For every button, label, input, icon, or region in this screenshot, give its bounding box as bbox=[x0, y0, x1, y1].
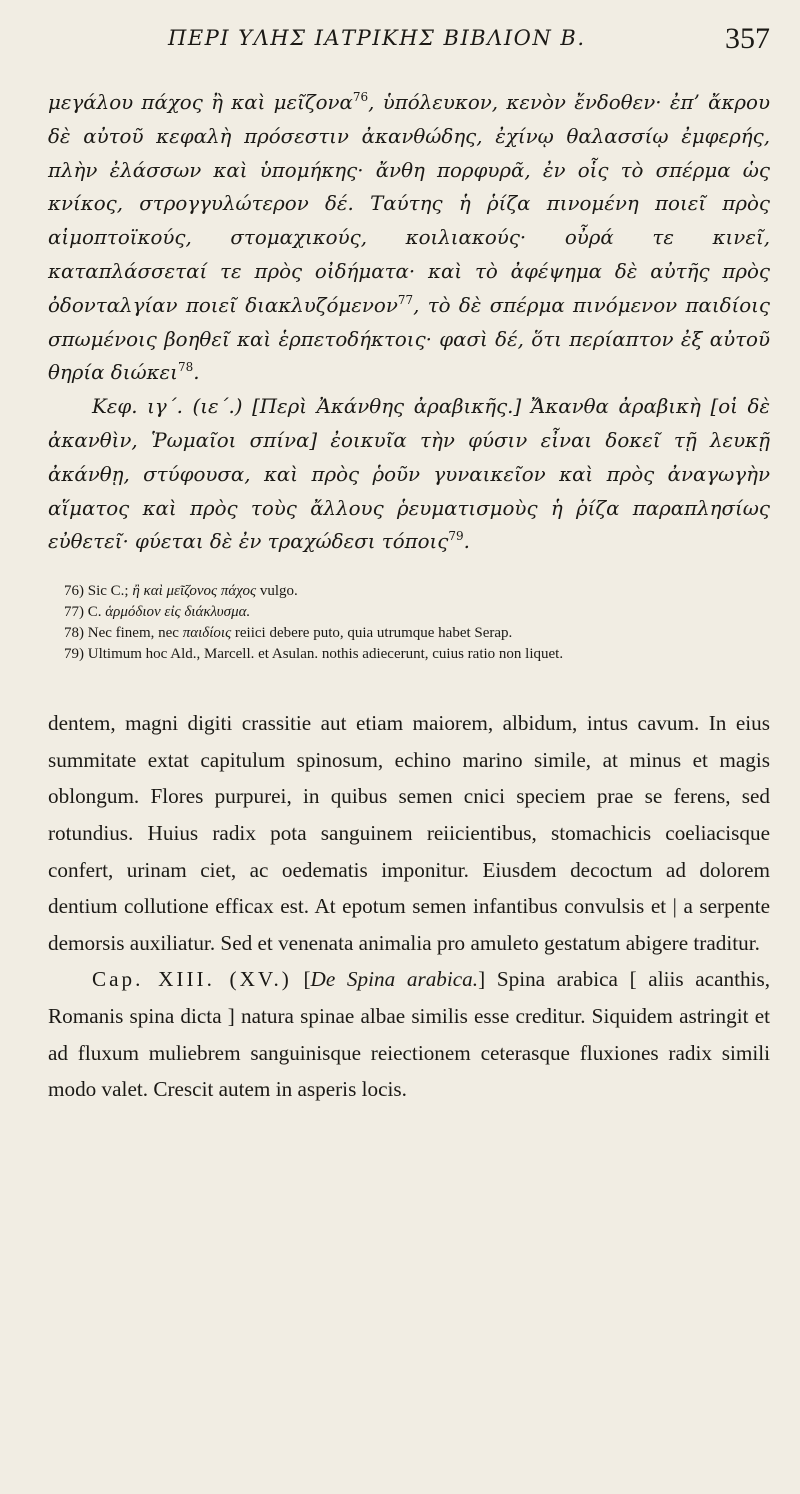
greek-text-run: μεγάλου πάχος ἢ καὶ μεῖζονα bbox=[48, 91, 353, 114]
footnote-ref: 77 bbox=[397, 292, 414, 307]
footnote-text: vulgo. bbox=[256, 583, 298, 600]
footnote-76 bbox=[48, 581, 770, 602]
greek-text-run: Κεφ. ιγ΄. (ιε΄.) [Περὶ Ἀκάνθης ἀραβικῆς.] Ἄκανθα ἀραβικὴ [οἱ δὲ ἀκανθὶν, Ῥωμαῖοι σπίνα] ἐοικυῖα τὴν φύσιν εἶναι δοκεῖ τῇ λευκῇ ἀκάνθῃ, στύφουσα, καὶ πρὸς ῥοῦν γυναικεῖον καὶ πρὸς ἀναγωγὴν αἵματος καὶ πρὸς τοὺς ἄλλους ῥευματισμοὺς ἡ ῥίζα παραπλησίως εὐθετεῖ· φύεται δὲ ἐν τραχώδεσι τόποις bbox=[48, 395, 770, 554]
latin-paragraph-2 bbox=[48, 961, 770, 1107]
footnote-mark: 76) bbox=[64, 583, 84, 600]
greek-text-run: . bbox=[463, 530, 470, 554]
running-title: ΠΕΡΙ ΥΛΗΣ ΙΑΤΡΙΚΗΣ ΒΙΒΛΙΟΝ Β. bbox=[168, 26, 586, 50]
bracket-close: ] bbox=[478, 967, 486, 992]
footnote-text: Sic C.; bbox=[87, 583, 133, 600]
greek-text-run: , ὑπόλευκον, κενὸν ἔνδοθεν· ἐπ’ ἄκρου δὲ αὐτοῦ κεφαλὴ πρόσεστιν ἀκανθώδης, ἐχίνῳ θαλασσίῳ ἐμφερής, πλὴν ἐλάσσων καὶ ὑπομήκης· ἄνθη πορφυρᾶ, ἐν οἷς τὸ σπέρμα ὡς κνίκος, στρογγυλώτερον δέ. Ταύτης ἡ ῥίζα πινομένη ποιεῖ πρὸς αἱμοπτοϊκούς, στομαχικούς, κοιλιακούς· οὖρά τε κινεῖ, καταπλάσσεταί τε πρὸς οἰδήματα· καὶ τὸ ἀφέψημα δὲ αὐτῆς πρὸς ὀδονταλγίαν ποιεῖ διακλυζόμενον bbox=[48, 91, 770, 317]
greek-text-run: , τὸ δὲ σπέρμα πινόμενον παιδίοις σπωμένοις βοηθεῖ καὶ ἑρπετοδήκτοις· φασὶ δέ, ὅτι περίαπτον ἐξ αὐτοῦ θηρία διώκει bbox=[48, 293, 770, 385]
footnote-mark: 78) bbox=[64, 625, 84, 642]
footnote-mark: 79) bbox=[64, 646, 84, 663]
footnote-77 bbox=[48, 602, 770, 623]
footnote-text: reiici debere puto, quia utrumque habet Serap. bbox=[231, 625, 513, 642]
page-number: 357 bbox=[725, 22, 770, 55]
footnote-text: C. bbox=[87, 604, 106, 621]
footnote-greek: παιδίοις bbox=[182, 625, 232, 642]
running-head bbox=[48, 22, 770, 62]
footnotes bbox=[48, 581, 770, 665]
bracket-open: [ bbox=[303, 967, 311, 992]
chapter-title: De Spina arabica. bbox=[310, 967, 479, 992]
latin-paragraph-1: dentem, magni digiti crassitie aut etiam maiorem, albidum, intus cavum. In eius summitate extat capitulum spinosum, echino marino simile, at minus et magis oblongum. Flores purpurei, in quibus semen cnici speciem prae se ferens, sed rotundius. Huius radix pota sanguinem reiicientibus, stomachicis coeliacisque confert, urinam ciet, ac oedematis imponitur. Eiusdem decoctum ad dolorem dentium collutione efficax est. At epotum semen infantibus convulsis et | a serpente demorsis auxiliatur. Sed et venenata animalia pro amuleto gestatum abigere traditur. bbox=[48, 711, 770, 955]
footnote-ref: 76 bbox=[352, 90, 369, 104]
footnote-greek: ἁρμόδιον εἰς διάκλυσμα. bbox=[105, 604, 251, 621]
footnote-ref: 78 bbox=[177, 360, 194, 375]
greek-text bbox=[48, 86, 770, 559]
footnote-mark: 77) bbox=[64, 604, 84, 621]
greek-text-run: . bbox=[193, 361, 200, 385]
footnote-greek: ἢ καὶ μεῖζονος πάχος bbox=[132, 583, 257, 600]
latin-text-run: Spina arabica [ aliis acanthis, Romanis spina dicta ] natura spinae albae similis esse creditur. Siquidem astringit et ad fluxum muliebrem sanguinisque reiectionem ceterasque fluxiones radix simili modo valet. Crescit autem in asperis locis. bbox=[48, 967, 770, 1102]
chapter-label: Cap. XIII. (XV.) bbox=[92, 967, 292, 992]
greek-paragraph-1 bbox=[48, 86, 770, 390]
footnote-79 bbox=[48, 644, 770, 665]
greek-paragraph-2 bbox=[48, 390, 770, 559]
footnote-78 bbox=[48, 623, 770, 644]
latin-text bbox=[48, 705, 770, 1108]
footnote-ref: 79 bbox=[448, 529, 464, 544]
footnote-text: Ultimum hoc Ald., Marcell. et Asulan. nothis adiecerunt, cuius ratio non liquet. bbox=[87, 646, 564, 663]
footnote-text: Nec finem, nec bbox=[87, 625, 183, 642]
